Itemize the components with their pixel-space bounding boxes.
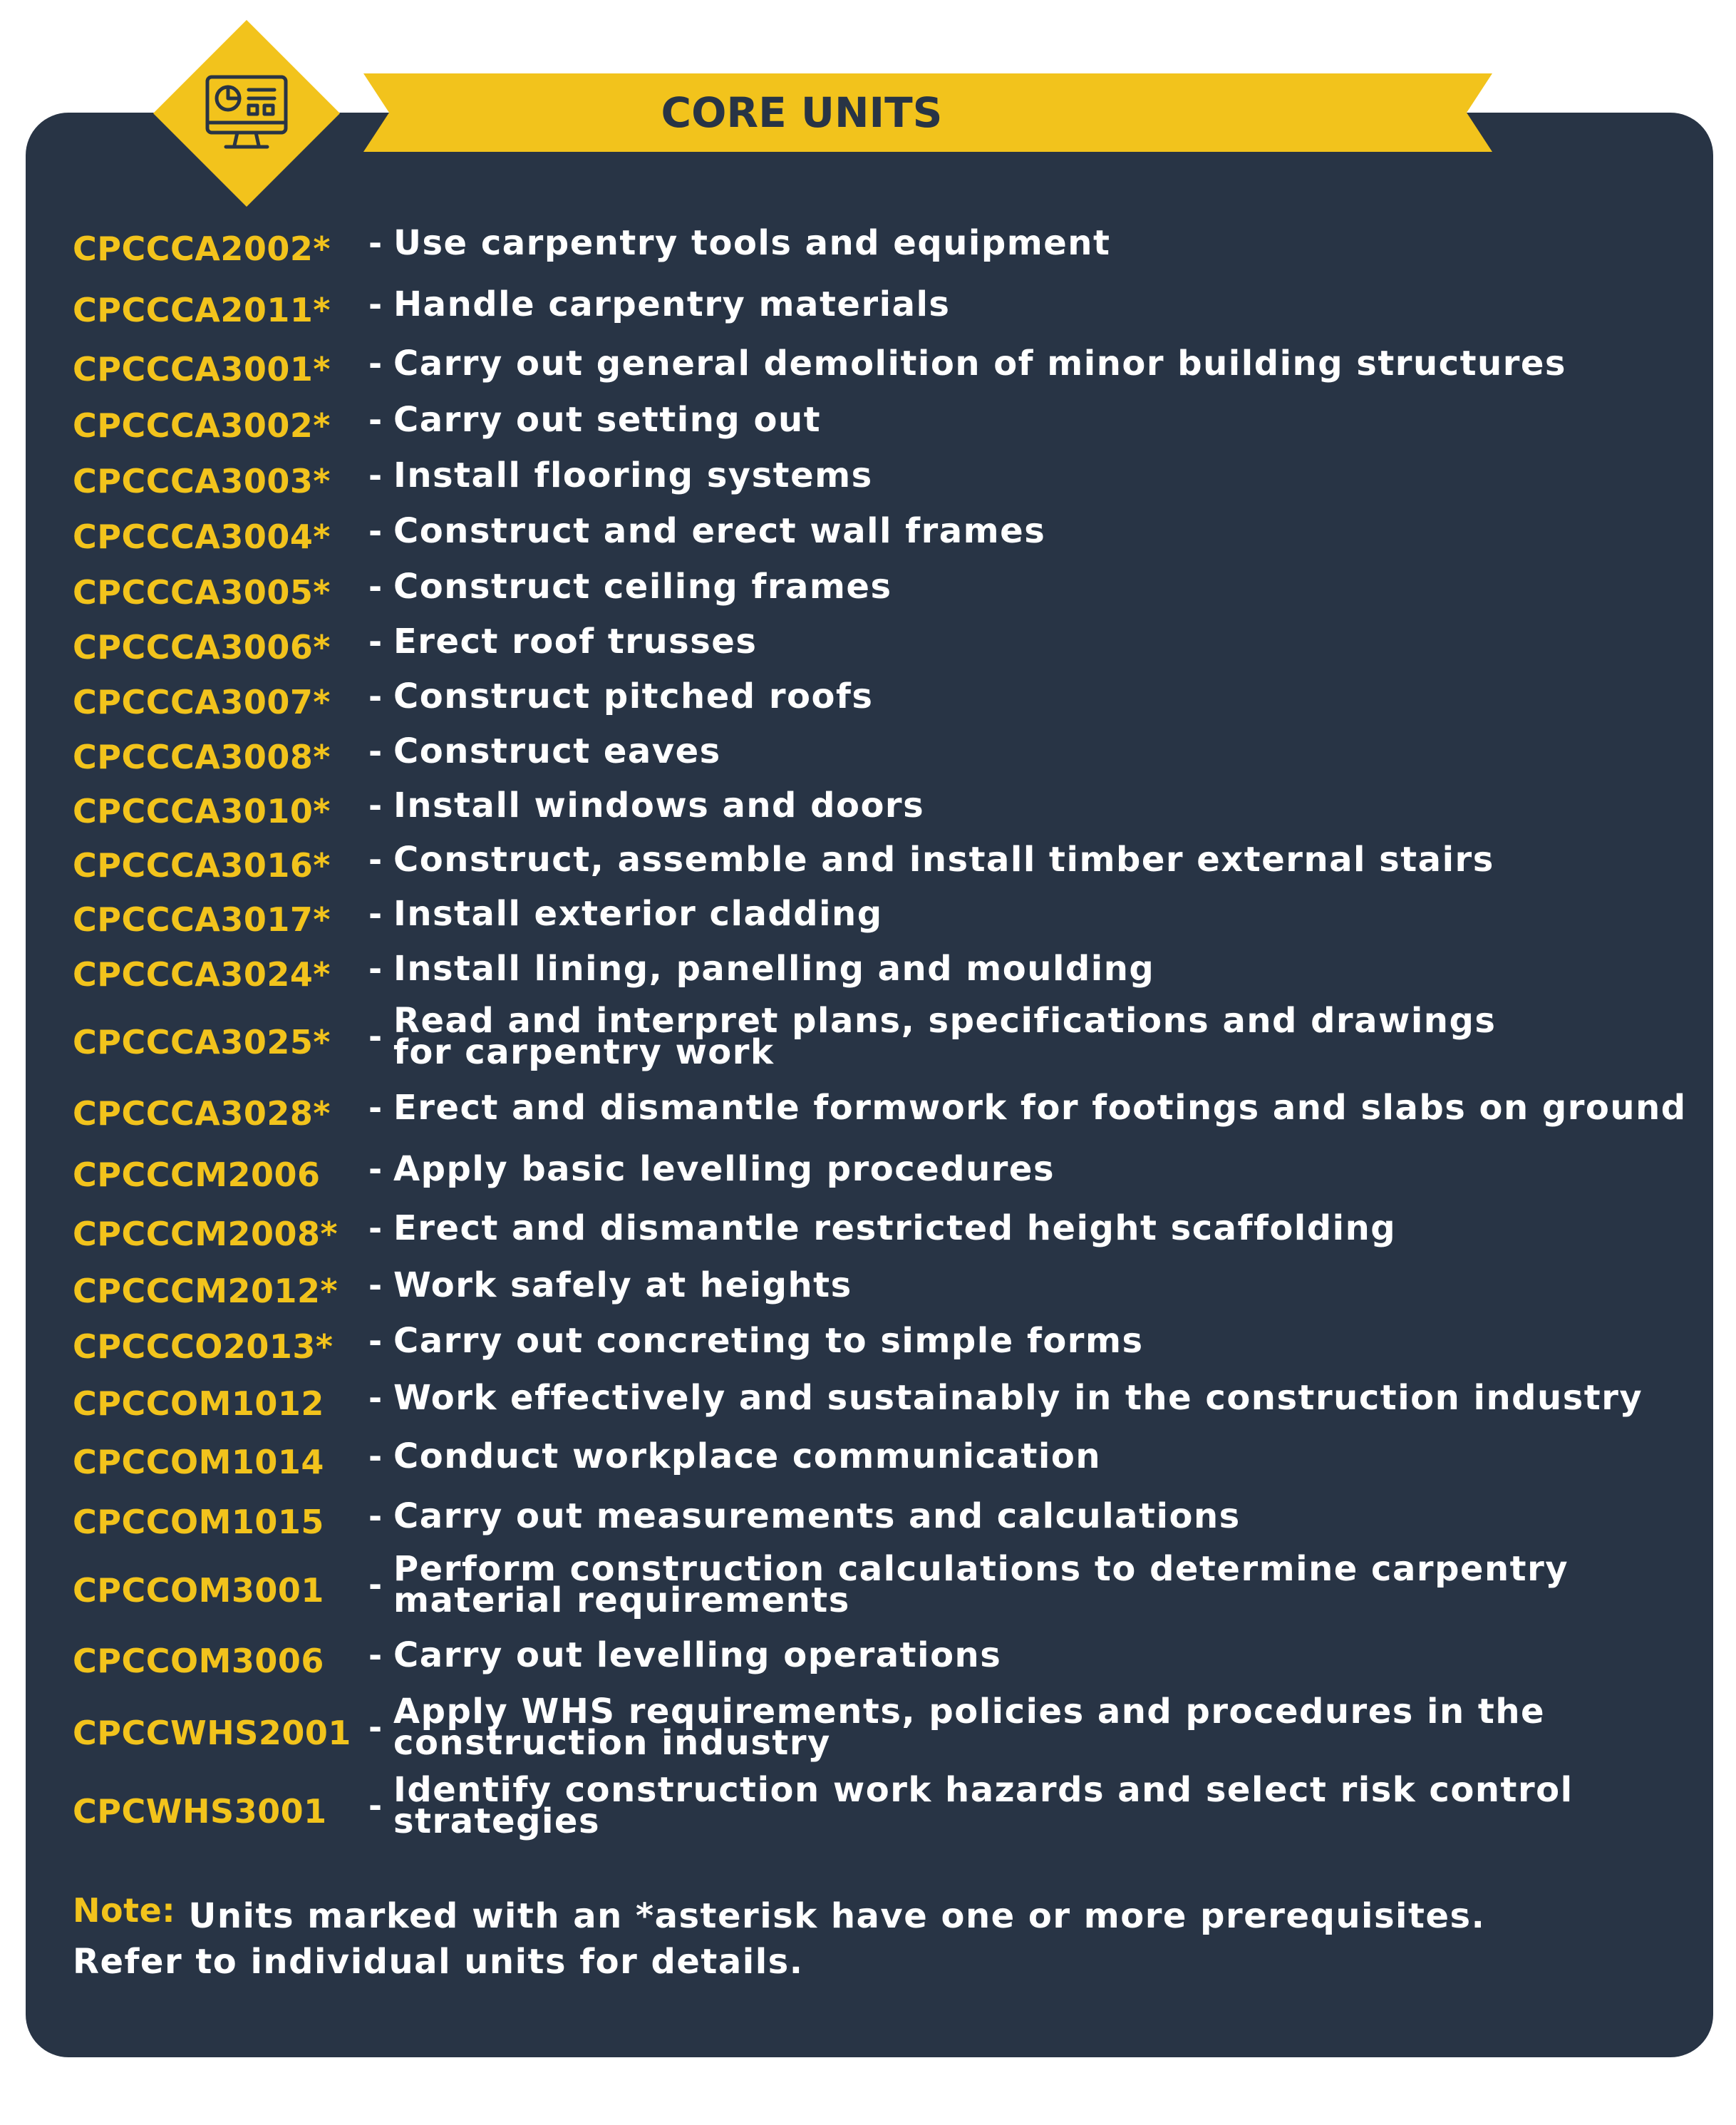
- unit-separator: -: [368, 732, 383, 771]
- unit-separator: -: [368, 285, 383, 324]
- unit-title: Carry out levelling operations: [393, 1635, 1002, 1675]
- unit-title: Install flooring systems: [393, 456, 873, 495]
- unit-row: [73, 212, 1705, 274]
- unit-code: CPCCCA3025*: [73, 1023, 331, 1061]
- unit-title: Erect roof trusses: [393, 622, 758, 662]
- unit-separator: -: [368, 512, 383, 550]
- unit-code: CPCCCA3010*: [73, 792, 331, 830]
- unit-code: CPCCCA3008*: [73, 738, 331, 776]
- unit-code: CPCCOM1012: [73, 1384, 324, 1423]
- unit-title: Apply basic levelling procedures: [393, 1149, 1055, 1189]
- unit-code: CPCCOM1015: [73, 1503, 324, 1541]
- unit-row: [73, 1547, 1705, 1622]
- unit-code: CPCCCA3007*: [73, 683, 331, 721]
- unit-code: CPCCCA3017*: [73, 900, 331, 939]
- unit-title-line-1: Read and interpret plans, specifications and drawings: [393, 1001, 1497, 1041]
- note-line-2: Refer to individual units for details.: [73, 1942, 804, 1982]
- unit-code: CPCCOM3001: [73, 1571, 324, 1610]
- unit-code: CPCCCA3024*: [73, 955, 331, 994]
- header-badge: [153, 20, 340, 207]
- unit-separator: -: [368, 622, 383, 661]
- unit-row: [73, 887, 1705, 941]
- unit-separator: -: [368, 1322, 383, 1360]
- unit-title: Carry out measurements and calculations: [393, 1496, 1241, 1536]
- unit-code: CPCCCA3003*: [73, 462, 331, 500]
- unit-title-line-1: Apply WHS requirements, policies and procedures in the: [393, 1692, 1546, 1732]
- unit-code: CPCCCM2006: [73, 1156, 321, 1194]
- unit-code: CPCCWHS2001: [73, 1714, 351, 1752]
- units-list: [73, 212, 1705, 1845]
- unit-row: [73, 1688, 1705, 1766]
- unit-code: CPCCCA3028*: [73, 1094, 331, 1133]
- unit-row: [73, 503, 1705, 559]
- unit-title: Carry out concreting to simple forms: [393, 1321, 1144, 1361]
- unit-title: Install lining, panelling and moulding: [393, 949, 1155, 989]
- unit-title: Erect and dismantle restricted height scaffolding: [393, 1208, 1397, 1248]
- unit-row: [73, 833, 1705, 887]
- unit-code: CPCCCM2008*: [73, 1215, 339, 1253]
- unit-title: [393, 1001, 1497, 1072]
- unit-title: Use carpentry tools and equipment: [393, 223, 1111, 263]
- unit-separator: -: [368, 344, 383, 383]
- unit-title-line-2: construction industry: [393, 1723, 831, 1763]
- page-title: CORE UNITS: [661, 88, 943, 137]
- unit-title: Conduct workplace communication: [393, 1436, 1101, 1476]
- unit-code: CPCCOM1014: [73, 1443, 324, 1481]
- unit-code: CPCCCA2002*: [73, 230, 331, 268]
- unit-title: Work effectively and sustainably in the construction industry: [393, 1378, 1643, 1418]
- unit-row: [73, 1369, 1705, 1427]
- unit-title: Install windows and doors: [393, 786, 925, 825]
- unit-code: CPCCCA3016*: [73, 846, 331, 885]
- unit-separator: -: [368, 1565, 383, 1604]
- unit-row: [73, 1766, 1705, 1845]
- unit-separator: -: [368, 1708, 383, 1746]
- unit-row: [73, 1486, 1705, 1547]
- unit-row: [73, 1313, 1705, 1369]
- unit-code: CPCWHS3001: [73, 1792, 327, 1831]
- unit-title-line-1: Perform construction calculations to determine carpentry: [393, 1549, 1569, 1589]
- unit-title: [393, 1692, 1546, 1763]
- unit-row: [73, 1622, 1705, 1688]
- unit-row: [73, 614, 1705, 669]
- note-line-1: Units marked with an *asterisk have one or more prerequisites.: [188, 1896, 1486, 1936]
- unit-row: [73, 1199, 1705, 1257]
- unit-separator: -: [368, 1636, 383, 1674]
- unit-title: Construct, assemble and install timber external stairs: [393, 840, 1494, 880]
- unit-row: [73, 1257, 1705, 1313]
- unit-title-line-2: material requirements: [393, 1580, 850, 1620]
- unit-separator: -: [368, 224, 383, 262]
- unit-code: CPCCCA3001*: [73, 350, 331, 389]
- prerequisite-note: [73, 1893, 1641, 1985]
- unit-title: Construct and erect wall frames: [393, 511, 1046, 551]
- unit-title: Erect and dismantle formwork for footings and slabs on ground: [393, 1088, 1687, 1128]
- unit-code: CPCCCA3002*: [73, 406, 331, 445]
- unit-separator: -: [368, 456, 383, 495]
- unit-code: CPCCCA2011*: [73, 291, 331, 329]
- unit-title: [393, 1770, 1574, 1841]
- unit-row: [73, 669, 1705, 724]
- unit-title: Construct pitched roofs: [393, 676, 874, 716]
- unit-row: [73, 1427, 1705, 1486]
- unit-separator: -: [368, 950, 383, 988]
- unit-title: Construct eaves: [393, 731, 721, 771]
- unit-separator: -: [368, 895, 383, 933]
- unit-separator: -: [368, 1266, 383, 1305]
- unit-separator: -: [368, 401, 383, 439]
- unit-separator: -: [368, 1379, 383, 1417]
- unit-separator: -: [368, 1209, 383, 1247]
- unit-separator: -: [368, 677, 383, 716]
- unit-separator: -: [368, 1437, 383, 1476]
- unit-title: Construct ceiling frames: [393, 567, 892, 607]
- unit-separator: -: [368, 1786, 383, 1825]
- unit-row: [73, 392, 1705, 448]
- unit-code: CPCCCA3004*: [73, 518, 331, 556]
- unit-code: CPCCCA3005*: [73, 573, 331, 612]
- unit-separator: -: [368, 786, 383, 825]
- unit-title-line-2: for carpentry work: [393, 1032, 775, 1072]
- unit-title: Carry out setting out: [393, 400, 822, 440]
- unit-row: [73, 778, 1705, 833]
- unit-title: Work safely at heights: [393, 1265, 852, 1305]
- unit-title: Install exterior cladding: [393, 894, 883, 934]
- unit-separator: -: [368, 1017, 383, 1056]
- unit-row: [73, 997, 1705, 1076]
- header-ribbon: [363, 73, 1492, 152]
- unit-separator: -: [368, 567, 383, 606]
- unit-row: [73, 724, 1705, 778]
- unit-code: CPCCCA3006*: [73, 628, 331, 667]
- unit-row: [73, 335, 1705, 392]
- unit-title-line-1: Identify construction work hazards and select risk control: [393, 1770, 1574, 1810]
- computer-dashboard-icon: [153, 20, 340, 207]
- unit-title: Carry out general demolition of minor building structures: [393, 344, 1566, 384]
- unit-code: CPCCCM2012*: [73, 1272, 339, 1310]
- note-label: Note:: [73, 1891, 176, 1930]
- unit-row: [73, 274, 1705, 335]
- unit-row: [73, 448, 1705, 503]
- unit-row: [73, 1139, 1705, 1199]
- unit-title: [393, 1549, 1569, 1620]
- unit-code: CPCCOM3006: [73, 1642, 324, 1680]
- unit-row: [73, 1076, 1705, 1139]
- unit-separator: -: [368, 1150, 383, 1188]
- unit-row: [73, 559, 1705, 614]
- unit-separator: -: [368, 840, 383, 879]
- unit-title-line-2: strategies: [393, 1801, 601, 1841]
- unit-title: Handle carpentry materials: [393, 284, 951, 324]
- unit-separator: -: [368, 1089, 383, 1127]
- unit-row: [73, 941, 1705, 997]
- unit-code: CPCCCO2013*: [73, 1327, 334, 1366]
- unit-separator: -: [368, 1497, 383, 1535]
